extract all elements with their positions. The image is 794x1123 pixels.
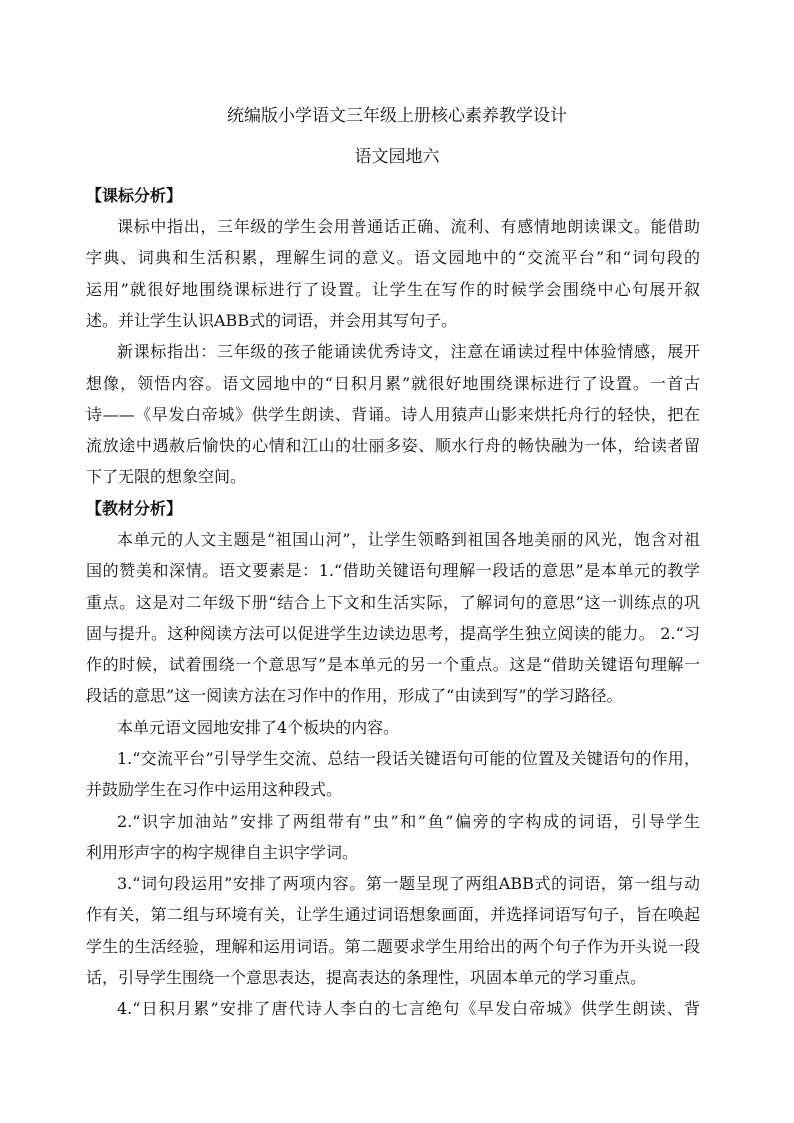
- paragraph-line: 下了无限的想象空间。: [86, 467, 247, 486]
- paragraph-line: 流放途中遇赦后愉快的心情和江山的壮丽多姿、顺水行舟的畅快融为一体，给读者留: [86, 436, 700, 455]
- paragraph-line: 4.“日积月累”安排了唐代诗人李白的七言绝句《早发白帝城》供学生朗读、背: [117, 999, 700, 1018]
- paragraph-line: 作的时候，试着围绕一个意思写”是本单元的另一个重点。这是“借助关键语句理解一: [86, 655, 700, 674]
- paragraph-line: 国的赞美和深情。语文要素是：1.“借助关键语句理解一段话的意思”是本单元的教学: [86, 561, 700, 580]
- paragraph-line: 话，引导学生围绕一个意思表达，提高表达的条理性，巩固本单元的学习重点。: [86, 968, 647, 987]
- paragraph-line: 3.“词句段运用”安排了两项内容。第一题呈现了两组ABB式的词语，第一组与动: [117, 874, 700, 893]
- paragraph-line: 本单元语文园地安排了4个板块的内容。: [117, 718, 400, 737]
- paragraph-line: 固与提升。这种阅读方法可以促进学生边读边思考，提高学生独立阅读的能力。 2.“习: [86, 624, 700, 643]
- document-subtitle: 语文园地六: [354, 147, 440, 167]
- paragraph-line: 本单元的人文主题是“祖国山河”，让学生领略到祖国各地美丽的风光，饱含对祖: [117, 530, 700, 549]
- document-title: 统编版小学语文三年级上册核心素养教学设计: [227, 106, 567, 126]
- paragraph-line: 利用形声字的构字规律自主识字学词。: [86, 843, 359, 862]
- paragraph-line: 诗——《早发白帝城》供学生朗读、背诵。诗人用猿声山影来烘托舟行的轻快，把在: [86, 405, 700, 424]
- paragraph-line: 并鼓励学生在习作中运用这种段式。: [86, 780, 343, 799]
- paragraph-line: 2.“识字加油站”安排了两组带有”虫”和”鱼”偏旁的字构成的词语，引导学生: [117, 812, 700, 831]
- paragraph-line: 新课标指出：三年级的孩子能诵读优秀诗文，注意在诵读过程中体验情感，展开: [117, 342, 700, 361]
- paragraph-line: 课标中指出，三年级的学生会用普通话正确、流利、有感情地朗读课文。能借助: [117, 217, 700, 236]
- section-heading-curriculum: 【课标分析】: [86, 186, 183, 205]
- section-heading-textbook: 【教材分析】: [86, 499, 183, 518]
- paragraph-line: 字典、词典和生活积累，理解生词的意义。语文园地中的“交流平台”和“词句段的: [86, 248, 700, 267]
- paragraph-line: 段话的意思”这一阅读方法在习作中的作用，形成了“由读到写”的学习路径。: [86, 686, 623, 705]
- paragraph-line: 想像，领悟内容。语文园地中的“日积月累”就很好地围绕课标进行了设置。一首古: [86, 374, 700, 393]
- paragraph-line: 作有关，第二组与环境有关，让学生通过词语想象画面，并选择词语写句子，旨在唤起: [86, 905, 700, 924]
- paragraph-line: 重点。这是对二年级下册“结合上下文和生活实际，了解词句的意思”这一训练点的巩: [86, 593, 700, 612]
- paragraph-line: 1.“交流平台”引导学生交流、总结一段话关键语句可能的位置及关键语句的作用，: [117, 749, 700, 768]
- paragraph-line: 学生的生活经验，理解和运用词语。第二题要求学生用给出的两个句子作为开头说一段: [86, 937, 700, 956]
- paragraph-line: 述。并让学生认识ABB式的词语，并会用其写句子。: [86, 311, 458, 330]
- paragraph-line: 运用”就很好地围绕课标进行了设置。让学生在写作的时候学会围绕中心句展开叙: [86, 280, 700, 299]
